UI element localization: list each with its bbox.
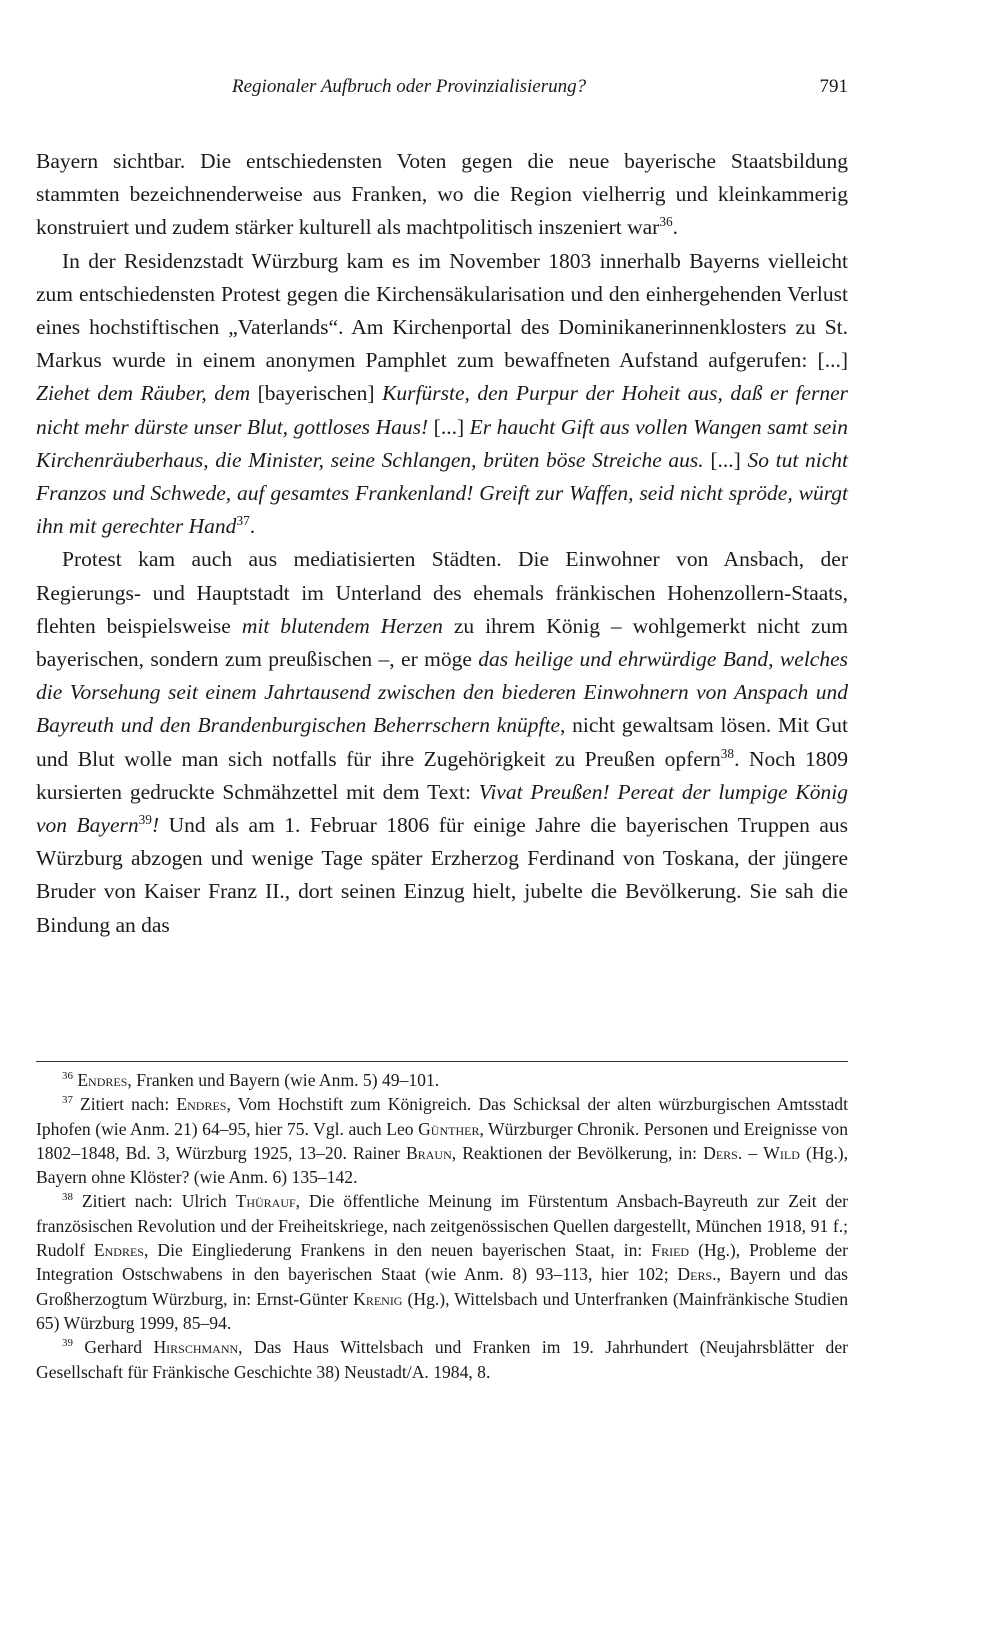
text-run: Gerhard [84,1337,154,1358]
text-run: , Vom Hochstift zum Königreich. Das Schicksal der alten würzburgischen Amtsstadt Iphofen (wie Anm. 21) 64–95, hier 75. Vgl. auch Leo [36,1094,848,1139]
paragraph-1 [36,145,848,245]
text-run: zu ihrem König – wohlgemerkt nicht zum bayerischen, sondern zum preußischen –, er möge [36,613,848,672]
page-number: 791 [819,76,848,97]
text-run: Bayern sichtbar. Die entschiedensten Voten gegen die neue bayerische Staatsbildung stammten bezeichnenderweise aus Franken, wo die Region vielherrig und kleinkammerig konstruiert und zudem stärker kulturell als machtpolitisch inszeniert war [36,149,848,240]
quote-run: Vivat Preußen! Pereat der lumpige König von Bayern [36,779,848,838]
author-name: Fried [651,1240,690,1261]
text-run: . [672,215,679,240]
text-run: , Bayern und das Großherzogtum Würzburg, in: Ernst-Günter [36,1264,848,1309]
text-run: Zitiert nach: Ulrich [81,1191,236,1212]
text-run: . Noch 1809 kursierten gedruckte Schmähzettel mit dem Text: [36,746,849,804]
text-run: , Würzburger Chronik. Personen und Ereignisse von 1802–1848, Bd. 3, Würzburg 1925, 13–20. Rainer [36,1118,848,1163]
text-run: , Reaktionen der Bevölkerung, in: [451,1142,704,1163]
text-run: Zitiert nach: [80,1094,177,1115]
paragraph-2 [36,245,848,544]
author-name: Ders. [703,1142,743,1163]
text-run: Und als am 1. Februar 1806 für einige Jahre die bayerischen Truppen aus Würzburg abzogen und wenige Tage später Erzherzog Ferdinand von Toskana, der jüngere Bruder von Kaiser Franz II., dort seinen Einzug hielt, jubelte die Bevölkerung. Sie sah die Bindung an das [36,813,848,937]
footnote-number: 39 [62,1337,73,1350]
footnotes [36,1068,848,1384]
quote-run: Kurfürste, den Purpur der Hoheit aus, daß er ferner nicht mehr dürste unser Blut, gottloses Haus! [36,381,848,439]
quote-run: mit blutendem Herzen [241,613,443,638]
footnote-37 [36,1092,848,1189]
author-name: Günther [418,1118,480,1139]
text-run: (Hg.), Bayern ohne Klöster? (wie Anm. 6) 135–142. [36,1142,848,1188]
quote-run: Er haucht Gift aus vollen Wangen samt sein Kirchenräuberhaus, die Minister, seine Schlangen, brüten böse Streiche aus. [36,414,848,472]
text-run: , nicht gewaltsam lösen. Mit Gut und Blut wolle man sich notfalls für ihre Zugehörigkeit zu Preußen opfern [36,713,848,771]
text-run: In der Residenzstadt Würzburg kam es im November 1803 innerhalb Bayerns vielleicht zum entschiedensten Protest gegen die Kirchensäkularisation und den einhergehenden Verlust eines hochstiftischen „Vaterlands“. Am Kirchenportal des Dominikanerinnenklosters zu St. Markus wurde in einem anonymen Pamphlet zum bewaffneten Aufstand aufgerufen: [...] [36,248,848,373]
footnote-number: 37 [62,1094,73,1107]
quote-run: So tut nicht Franzos und Schwede, auf gesamtes Frankenland! Greift zur Waffen, seid nicht spröde, würgt ihn mit gerechter Hand [36,447,848,539]
quote-run: das heilige und ehrwürdige Band, welches die Vorsehung seit einem Jahrtausend zwischen den biederen Einwohnern von Anspach und Bayreuth und den Brandenburgischen Beherrschern knüpfte [36,647,848,738]
footnote-ref-38: 38 [720,745,735,761]
footnote-ref-36: 36 [659,214,673,230]
footnote-number: 36 [62,1070,73,1083]
footnote-ref-37: 37 [236,513,250,529]
text-run: [...] [428,414,470,439]
paragraph-3 [36,543,848,941]
author-name: Hirschmann [153,1337,239,1358]
author-name: Endres [93,1240,144,1261]
author-name: Endres [77,1070,128,1090]
author-name: Wild [763,1142,800,1163]
text-run: (Hg.), Probleme der Integration Ostschwabens in den bayerischen Staat (wie Anm. 8) 93–113, hier 102; [36,1240,849,1285]
author-name: Thürauf [235,1191,296,1212]
text-run: , Die Eingliederung Frankens in den neuen bayerischen Staat, in: [143,1240,652,1261]
footnote-number: 38 [62,1191,73,1204]
main-text [36,145,848,942]
text-run: [...] [703,447,748,472]
author-name: Endres [176,1094,227,1115]
author-name: Krenig [353,1288,403,1309]
footnote-38 [36,1189,848,1335]
text-run: – [742,1142,764,1163]
text-run: . [249,514,256,539]
text-run: , Franken und Bayern (wie Anm. 5) 49–101. [127,1070,440,1090]
running-header [36,76,848,106]
footnote-ref-39: 39 [138,811,152,827]
footnote-divider [36,1061,848,1062]
text-run: [bayerischen] [250,381,383,406]
text-run: , Die öffentliche Meinung im Fürstentum Ansbach-Bayreuth zur Zeit der französischen Revolution und der Freiheitskriege, nach zeitgenössischen Quellen dargestellt, München 1918, 91 f.; Rudolf [36,1191,848,1261]
text-run: (Hg.), Wittelsbach und Unterfranken (Mainfränkische Studien 65) Würzburg 1999, 85–94. [36,1288,848,1333]
running-title: Regionaler Aufbruch oder Provinzialisierung? [232,76,587,97]
author-name: Braun [406,1142,452,1163]
footnote-39 [36,1335,848,1384]
text-run: , Das Haus Wittelsbach und Franken im 19. Jahrhundert (Neujahrsblätter der Gesellschaft für Fränkische Geschichte 38) Neustadt/A. 1984, 8. [36,1337,848,1382]
quote-run: ! [151,813,160,838]
text-run: Protest kam auch aus mediatisierten Städten. Die Einwohner von Ansbach, der Regierungs- und Hauptstadt im Unterland des ehemals fränkischen Hohenzollern-Staats, flehten beispielsweise [36,547,848,638]
footnote-36 [36,1068,848,1092]
quote-run: Ziehet dem Räuber, dem [36,381,251,406]
author-name: Ders. [677,1264,717,1285]
